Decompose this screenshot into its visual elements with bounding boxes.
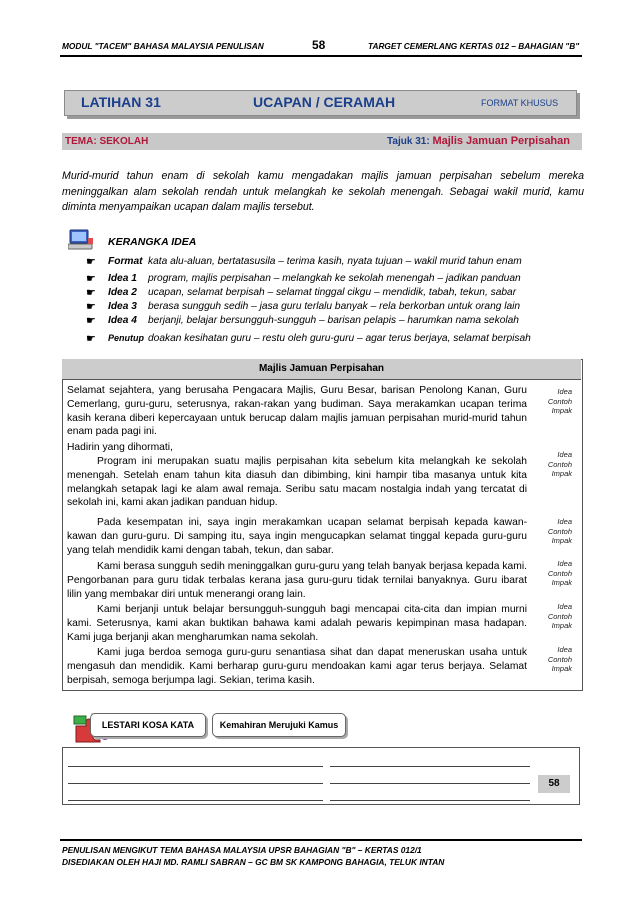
framework-row-text: berjanji, belajar bersungguh-sungguh – barisan pelapis – harumkan nama sekolah <box>148 315 519 326</box>
theme-bar <box>62 133 582 150</box>
framework-row-text: program, majlis perpisahan – melangkah ke sekolah menengah – jadikan panduan <box>148 273 521 284</box>
footer-author: DISEDIAKAN OLEH HAJI MD. RAMLI SABRAN – GC BM SK KAMPONG BAHAGIA, TELUK INTAN <box>62 857 445 867</box>
speech-greeting: Hadirin yang dihormati, <box>67 442 173 453</box>
writing-line[interactable] <box>330 783 530 784</box>
pointing-hand-icon: ☛ <box>86 301 96 313</box>
pointing-hand-icon: ☛ <box>86 287 96 299</box>
side-note: Idea Contoh Impak <box>547 559 572 587</box>
framework-row-label: Idea 2 <box>108 287 137 298</box>
speech-title: Majlis Jamuan Perpisahan <box>62 359 581 380</box>
task-instruction: Murid-murid tahun enam di sekolah kamu mengadakan majlis jamuan perpisahan sebelum mereka meninggalkan alam sekolah rendah untuk melangkah ke sekolah menengah. Sebagai wakil murid, kamu diminta menyampaikan ucapan dalam majlis tersebut. <box>62 170 584 213</box>
title-value: Majlis Jamuan Perpisahan <box>432 135 570 147</box>
header-target-title: TARGET CEMERLANG KERTAS 012 – BAHAGIAN "B" <box>368 41 580 51</box>
framework-title: KERANGKA IDEA <box>108 236 197 248</box>
dictionary-skill-button[interactable]: Kemahiran Merujuki Kamus <box>212 713 346 737</box>
pointing-hand-icon: ☛ <box>86 315 96 327</box>
theme-label: TEMA: SEKOLAH <box>65 136 149 147</box>
framework-row-label: Idea 1 <box>108 273 137 284</box>
header-divider <box>60 55 582 57</box>
exercise-topic: UCAPAN / CERAMAH <box>253 94 396 110</box>
framework-row-label: Penutup <box>108 333 144 343</box>
pointing-hand-icon: ☛ <box>86 333 96 345</box>
framework-row-text: ucapan, selamat berpisah – selamat tinggal cikgu – mendidik, tabah, tekun, sabar <box>148 287 517 298</box>
side-note: Idea Contoh Impak <box>547 450 572 478</box>
format-label: FORMAT KHUSUS <box>481 98 559 108</box>
side-note: Idea Contoh Impak <box>547 387 572 415</box>
exercise-number: LATIHAN 31 <box>81 94 161 110</box>
page-number-box: 58 <box>538 775 570 793</box>
speech-paragraph: Kami berasa sungguh sedih meninggalkan guru-guru yang telah banyak berjasa kepada kami. Pengorbanan para guru tidak terbalas kerana jasa guru-guru tidak ternilai banyaknya. Guru ibarat lilin yang membakar diri untuk menerangi orang lain. <box>67 561 527 600</box>
pointing-hand-icon: ☛ <box>86 273 96 285</box>
framework-row-text: doakan kesihatan guru – restu oleh guru-guru – agar terus berjaya, selamat berpisah <box>148 333 531 344</box>
writing-line[interactable] <box>68 783 323 784</box>
framework-row-text: berasa sungguh sedih – jasa guru terlalu banyak – rela berkorban untuk orang lain <box>148 301 521 312</box>
title-line <box>387 135 570 147</box>
writing-line[interactable] <box>330 766 530 767</box>
speech-paragraph: Selamat sejahtera, yang berusaha Pengacara Majlis, Guru Besar, barisan Penolong Kanan, Guru Cemerlang, guru-guru, seterusnya, rakan-rakan yang budiman. Saya merakamkan ucapan terima kasih kerana diberi kepercayaan untuk berucap dalam majlis jamuan perpisahan murid-murid tahun enam pada pagi ini. <box>67 385 527 438</box>
side-note: Idea Contoh Impak <box>547 602 572 630</box>
title-number-label: Tajuk 31: <box>387 136 430 147</box>
header-module-title: MODUL "TACEM" BAHASA MALAYSIA PENULISAN <box>62 41 264 51</box>
pointing-hand-icon: ☛ <box>86 256 96 268</box>
footer-divider <box>60 839 582 841</box>
speech-paragraph: Program ini merupakan suatu majlis perpisahan kita sebelum kita melangkah ke sekolah menengah. Setelah enam tahun kita diasuh dan dibimbing, kini hampir tiba masanya untuk kita melangkah setapak lagi ke alam awal remaja. Seribu satu macam nostalgia indah yang tercatat di sekolah ini, kami akan jadikan panduan hidup. <box>67 456 527 509</box>
header-page-number: 58 <box>312 38 326 52</box>
speech-paragraph: Kami berjanji untuk belajar bersungguh-sungguh bagi mencapai cita-cita dan impian murni kami. Seterusnya, kami akan buktikan bahawa kami adalah pewaris kepimpinan masa hadapan. Kami juga berjanji akan mengharumkan nama sekolah. <box>67 604 527 643</box>
side-note: Idea Contoh Impak <box>547 645 572 673</box>
exercise-title-bar <box>64 90 577 116</box>
framework-row-text: kata alu-aluan, bertatasusila – terima kasih, nyata tujuan – wakil murid tahun enam <box>148 256 522 267</box>
computer-icon <box>68 229 94 251</box>
framework-row-label: Format <box>108 256 143 267</box>
framework-row-label: Idea 3 <box>108 301 137 312</box>
speech-paragraph: Pada kesempatan ini, saya ingin merakamkan ucapan selamat berpisah kepada kawan-kawan dan guru-guru. Di samping itu, saya ingin mengucapkan selamat tinggal kepada guru-guru yang telah mendidik kami dengan tabah, tekun, dan sabar. <box>67 517 527 556</box>
vocabulary-writing-box <box>62 747 580 805</box>
side-note: Idea Contoh Impak <box>547 517 572 545</box>
writing-line[interactable] <box>68 800 323 801</box>
footer-series-title: PENULISAN MENGIKUT TEMA BAHASA MALAYSIA UPSR BAHAGIAN "B" – KERTAS 012/1 <box>62 845 422 855</box>
speech-paragraph: Kami juga berdoa semoga guru-guru senantiasa sihat dan dapat meneruskan usaha untuk mengasuh dan mendidik. Kami berharap guru-guru mendoakan kami agar terus berjaya. Selamat berpisah, semoga berjumpa lagi. Sekian, terima kasih. <box>67 647 527 686</box>
framework-row-label: Idea 4 <box>108 315 137 326</box>
writing-line[interactable] <box>68 766 323 767</box>
vocabulary-button[interactable]: LESTARI KOSA KATA <box>90 713 206 737</box>
writing-line[interactable] <box>330 800 530 801</box>
